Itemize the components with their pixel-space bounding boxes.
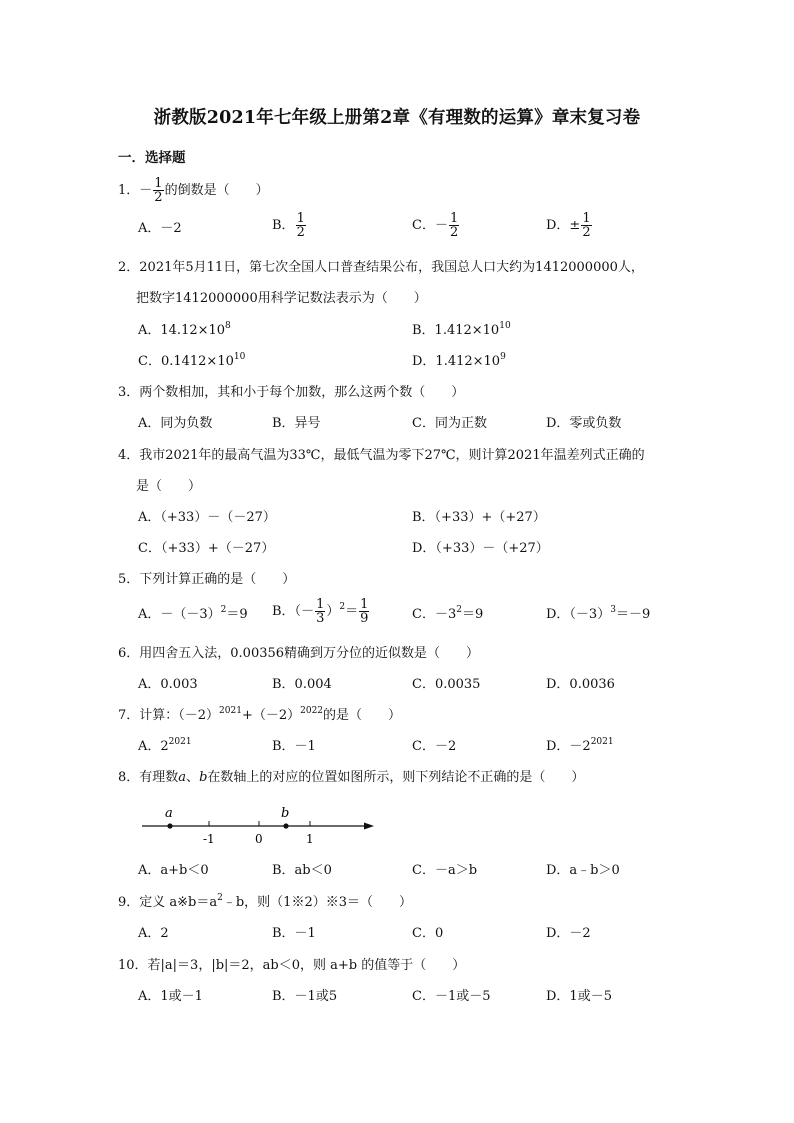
tick-label-minus-1: -1	[203, 832, 215, 846]
negative-sign: －	[301, 604, 315, 619]
option-text: A．14.12×10	[138, 323, 226, 338]
exponent: 3	[610, 605, 616, 615]
fraction-numerator: 1	[316, 597, 325, 612]
question-4-line-2: 是（ ）	[136, 479, 202, 494]
q9-option-b: B．－1	[272, 926, 316, 941]
q7-option-c: C．－2	[412, 739, 457, 754]
option-label: D．±	[546, 218, 581, 233]
fraction-numerator: 1	[449, 211, 459, 226]
q6-option-c: C．0.0035	[412, 677, 481, 692]
question-text: ﹣b，则（1※2）※3＝（ ）	[222, 895, 412, 910]
section-heading: 一．选择题	[118, 150, 186, 166]
q7-option-b: B．－1	[272, 739, 316, 754]
option-text: D．－2	[546, 739, 591, 754]
question-8	[118, 769, 584, 787]
question-4-line-1: 4．我市2021年的最高气温为33℃，最低气温为零下27℃，则计算2021年温差列式正确的	[118, 448, 645, 463]
option-text: C．0.1412×10	[138, 354, 234, 369]
q3-option-c: C．同为正数	[412, 416, 487, 431]
fraction	[581, 212, 591, 239]
question-text: 8．有理数	[118, 770, 179, 785]
exponent: 10	[233, 352, 246, 362]
q10-option-d: D．1或－5	[546, 989, 612, 1004]
option-text: C．－3	[412, 607, 457, 622]
exponent: 2022	[300, 706, 324, 716]
arrow-head-icon	[364, 823, 374, 830]
question-7	[118, 707, 401, 725]
equals-sign: ＝	[345, 604, 359, 619]
fraction-denominator: 2	[449, 225, 459, 240]
exponent: 2	[220, 605, 227, 615]
fraction-denominator: 2	[582, 225, 591, 240]
option-text: A．－（－3）	[138, 607, 221, 622]
exponent: 9	[500, 352, 506, 362]
q1-option-a: A．－2	[138, 221, 182, 236]
q7-option-a	[138, 738, 192, 756]
q6-option-b: B．0.004	[272, 677, 332, 692]
question-text: 7．计算：（－2）	[118, 708, 220, 723]
option-text: ＝9	[461, 607, 484, 622]
question-text: +（－2）	[241, 708, 301, 723]
q1-option-d	[546, 212, 593, 239]
exponent: 2021	[219, 706, 242, 716]
question-10: 10．若|a|＝3，|b|＝2，ab＜0，则 a+b 的值等于（ ）	[118, 958, 466, 973]
q3-option-b: B．异号	[272, 416, 321, 431]
option-label: B．（	[272, 604, 302, 619]
q3-option-d: D．零或负数	[546, 416, 622, 431]
question-3: 3．两个数相加，其和小于每个加数，那么这两个数（ ）	[118, 385, 465, 400]
separator: 、	[186, 770, 200, 785]
fraction-numerator: 1	[296, 211, 305, 226]
q6-option-d: D．0.0036	[546, 677, 615, 692]
fraction	[296, 212, 306, 239]
option-label: C．－	[412, 218, 448, 233]
point-b-dot	[283, 823, 288, 828]
q8-option-c: C．－a＞b	[412, 863, 478, 878]
q10-option-b: B．－1或5	[272, 989, 338, 1004]
point-a-dot	[167, 823, 172, 828]
q5-option-b	[272, 598, 370, 625]
negative-sign: －	[139, 183, 153, 198]
exponent: 8	[225, 321, 231, 331]
fraction	[315, 598, 325, 625]
fraction-numerator: 1	[154, 176, 163, 191]
question-stem: 的倒数是（ ）	[164, 183, 269, 198]
exponent: 2021	[168, 737, 192, 747]
q6-option-a: A．0.003	[138, 677, 198, 692]
q7-option-d	[546, 738, 614, 756]
exponent: 2	[339, 602, 346, 612]
point-a-label: a	[165, 806, 173, 821]
q2-option-c	[138, 353, 245, 371]
q1-option-c	[412, 212, 460, 239]
fraction-denominator: 2	[296, 225, 305, 240]
q2-option-a	[138, 322, 231, 340]
q9-option-a: A．2	[138, 926, 169, 941]
fraction-numerator: 1	[582, 211, 591, 226]
question-2-line-2: 把数字1412000000用科学记数法表示为（ ）	[136, 291, 427, 306]
q10-option-a: A．1或－1	[138, 989, 203, 1004]
exponent: 2	[217, 893, 223, 903]
q8-option-d: D．a﹣b＞0	[546, 863, 620, 878]
question-text: 在数轴上的对应的位置如图所示，则下列结论不正确的是（ ）	[207, 770, 585, 785]
fraction	[153, 177, 163, 204]
tick-label-zero: 0	[255, 832, 263, 846]
fraction	[449, 212, 459, 239]
exponent: 10	[499, 321, 511, 331]
q10-option-c: C．－1或－5	[412, 989, 491, 1004]
question-2-line-1: 2．2021年5月11日，第七次全国人口普查结果公布，我国总人口大约为1412000000人，	[118, 260, 644, 275]
page-title: 浙教版2021年七年级上册第2章《有理数的运算》章末复习卷	[153, 108, 641, 128]
option-text: D．1.412×10	[412, 354, 501, 369]
option-text: B．1.412×10	[412, 323, 500, 338]
exponent: 2	[456, 605, 462, 615]
q8-option-b: B．ab＜0	[272, 863, 332, 878]
q3-option-a: A．同为负数	[138, 416, 213, 431]
fraction-denominator: 2	[154, 190, 163, 205]
q5-option-a	[138, 606, 248, 624]
close-paren: ）	[326, 604, 340, 619]
question-text: 9．定义 a※b＝a	[118, 895, 218, 910]
option-text: ＝－9	[615, 607, 651, 622]
fraction-denominator: 3	[316, 611, 325, 626]
q5-option-c	[412, 606, 483, 624]
question-9	[118, 894, 412, 912]
question-6: 6．用四舍五入法，0.00356精确到万分位的近似数是（ ）	[118, 646, 480, 661]
option-label: B．	[272, 218, 295, 233]
q4-option-b: B．（+33）+（+27）	[412, 510, 546, 525]
fraction	[359, 598, 369, 625]
q2-option-b	[412, 322, 511, 340]
q9-option-d: D．－2	[546, 926, 591, 941]
question-5: 5．下列计算正确的是（ ）	[118, 572, 296, 587]
q9-option-c: C．0	[412, 926, 444, 941]
variable-b: b	[199, 770, 208, 785]
question-text: 的是（ ）	[323, 708, 402, 723]
q4-option-c: C．（+33）+（－27）	[138, 541, 275, 556]
q4-option-d: D．（+33）－（+27）	[412, 541, 549, 556]
fraction-numerator: 1	[360, 597, 369, 612]
fraction-denominator: 9	[360, 611, 369, 626]
q5-option-d	[546, 606, 650, 624]
question-1	[118, 177, 269, 204]
number-line-figure	[130, 800, 390, 850]
q4-option-a: A．（+33）－（－27）	[138, 510, 276, 525]
option-text: A．2	[138, 739, 169, 754]
q8-option-a: A．a+b＜0	[138, 863, 209, 878]
q2-option-d	[412, 353, 506, 371]
option-text: D．（－3）	[546, 607, 611, 622]
tick-label-one: 1	[306, 832, 314, 846]
point-b-label: b	[281, 806, 290, 821]
question-number: 1．	[118, 183, 140, 198]
q1-option-b	[272, 212, 307, 239]
exponent: 2021	[590, 737, 614, 747]
variable-a: a	[178, 770, 187, 785]
option-text: ＝9	[226, 607, 248, 622]
